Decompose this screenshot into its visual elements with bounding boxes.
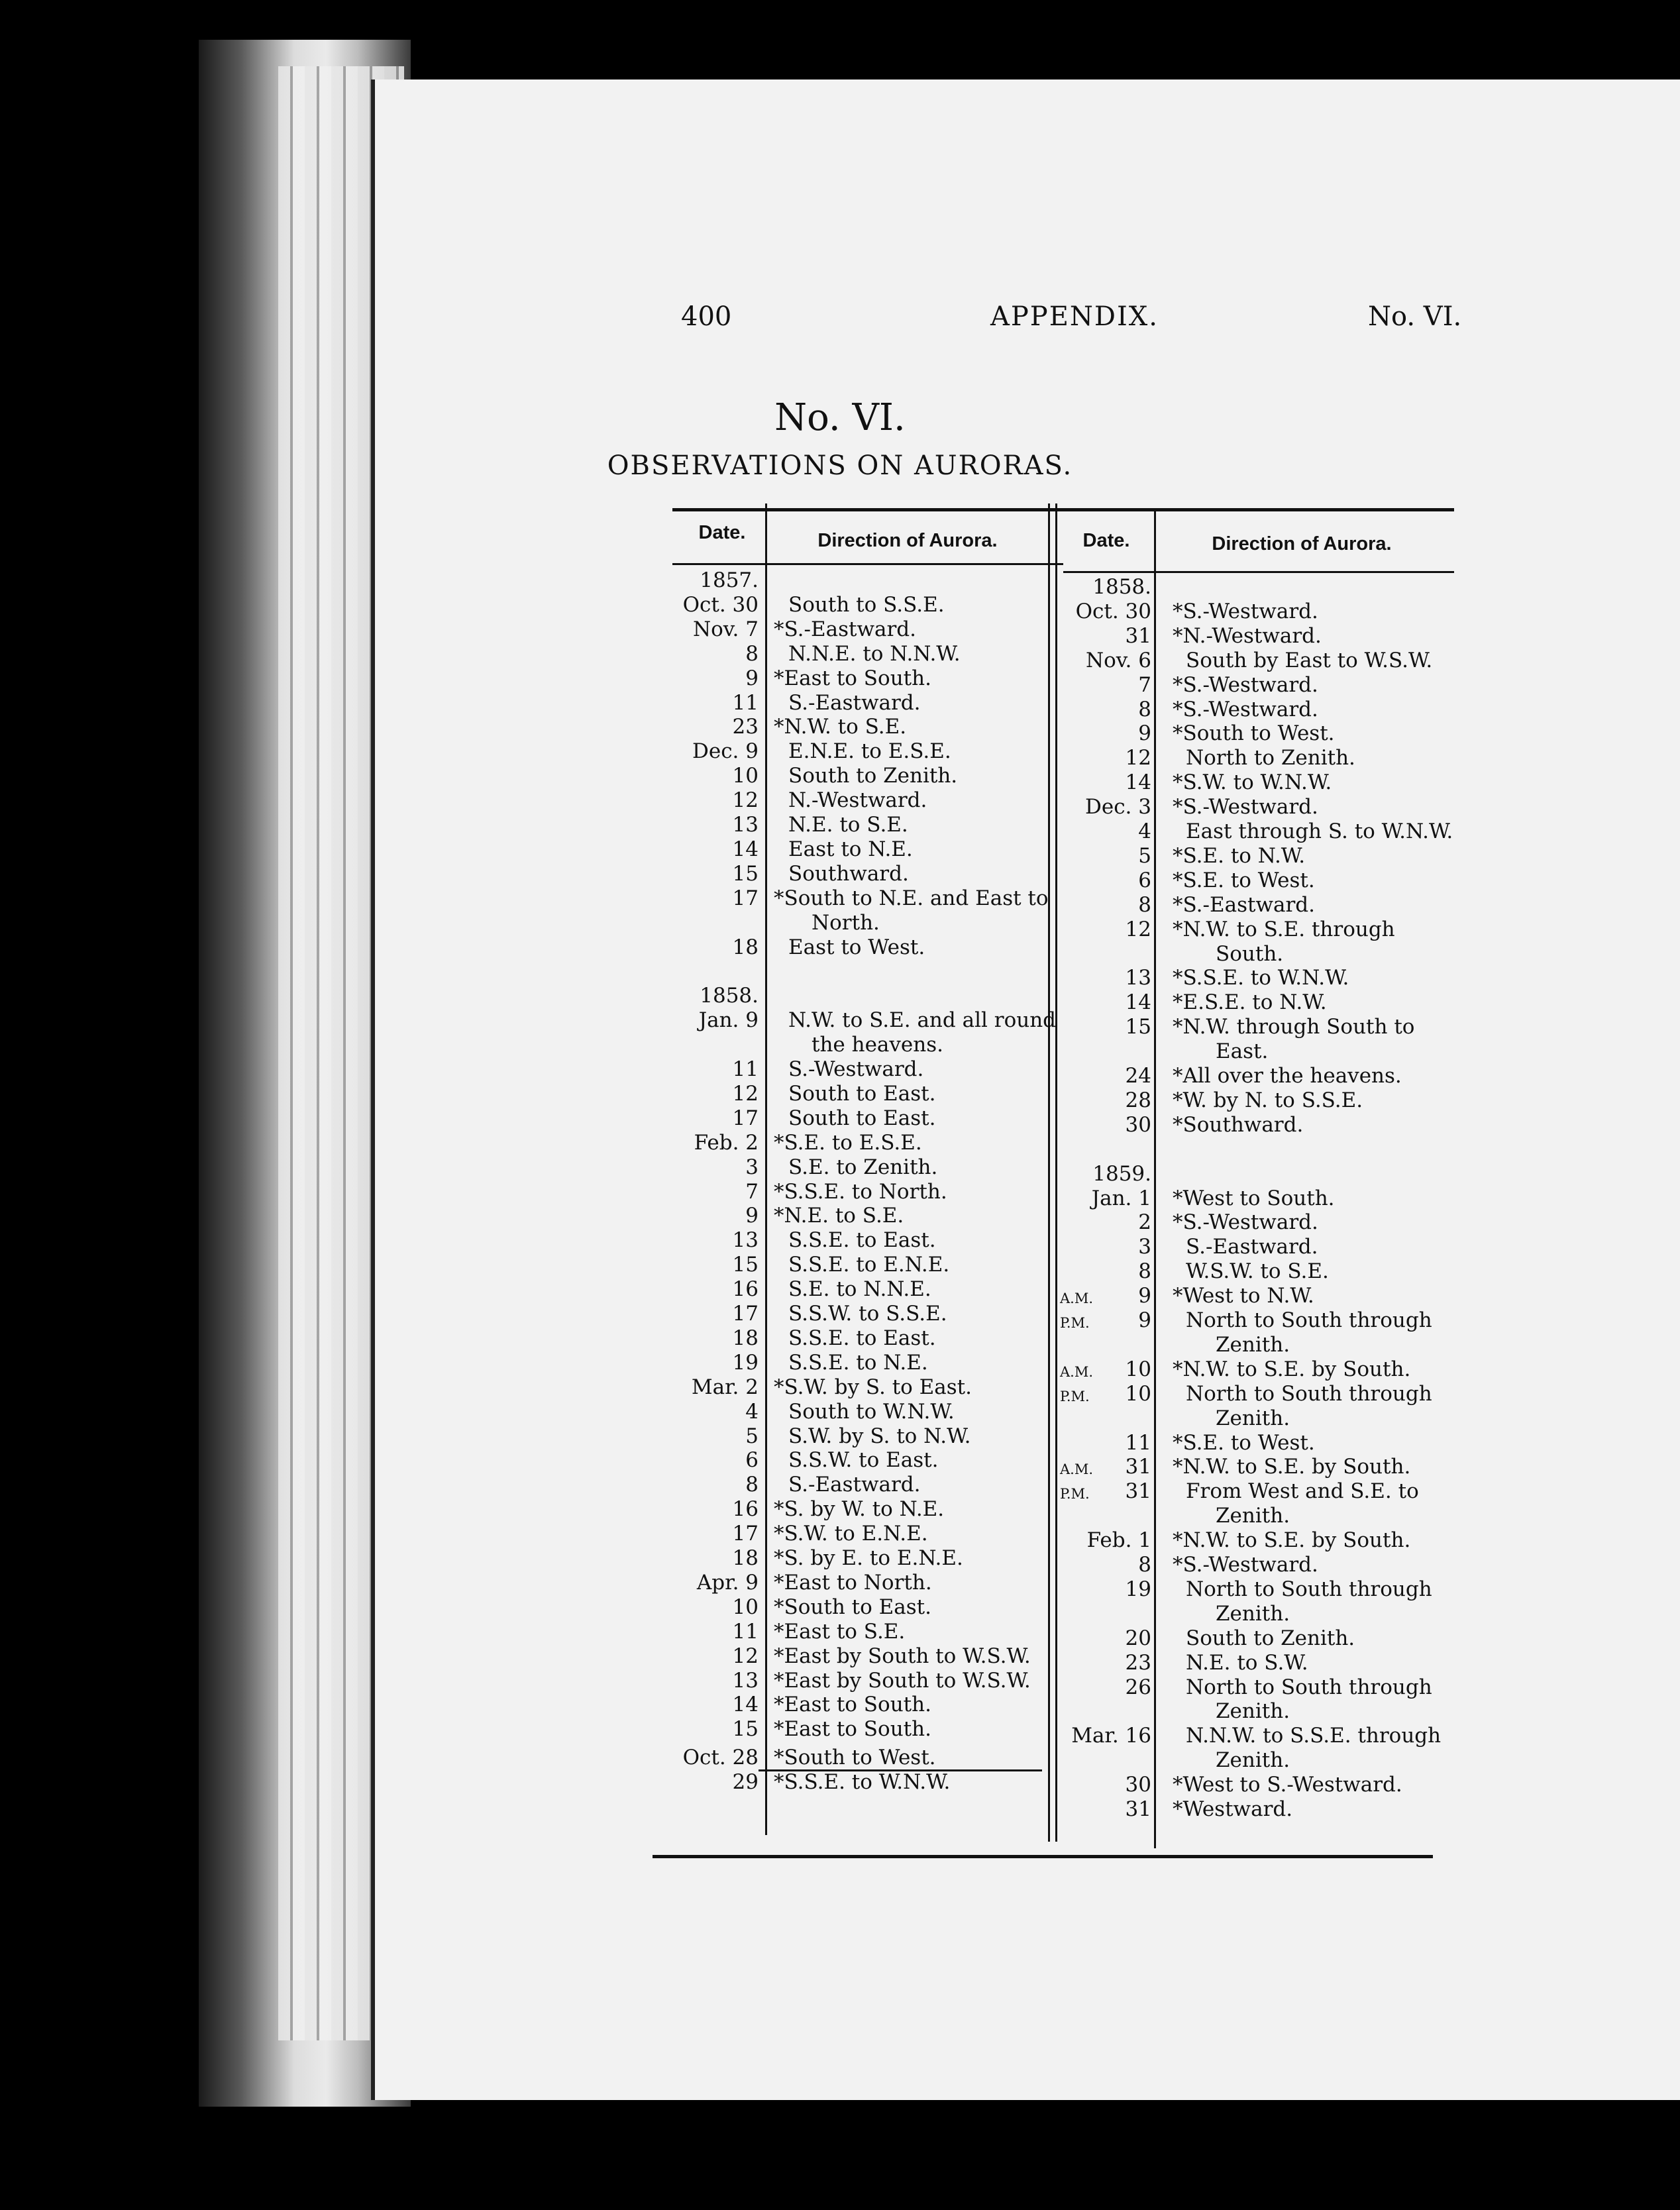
left-date-cell: Nov. 7: [692, 617, 759, 641]
left-direction-cell: S.S.W. to East.: [788, 1448, 939, 1473]
left-date-cell: 10: [732, 764, 759, 788]
left-date-cell: 15: [732, 1253, 759, 1277]
left-direction-cell: *East to South.: [774, 666, 931, 690]
right-direction-cell: Zenith.: [1216, 1406, 1290, 1430]
left-date-cell: 12: [732, 1081, 759, 1106]
left-date-cell: 1857.: [700, 568, 759, 592]
left-direction-cell: South to East.: [788, 1106, 936, 1130]
right-date-cell: 9: [1138, 721, 1151, 746]
left-direction-cell: *South to N.E. and East to: [774, 886, 1049, 910]
right-direction-cell: *N.W. to S.E. by South.: [1173, 1357, 1411, 1381]
left-direction-cell: South to W.N.W.: [788, 1399, 955, 1424]
right-direction-cell: From West and S.E. to: [1186, 1479, 1419, 1504]
right-direction-cell: South to Zenith.: [1186, 1626, 1355, 1650]
column-divider-2a: [1048, 503, 1050, 1842]
header-direction-left: Direction of Aurora.: [817, 530, 998, 551]
running-title: APPENDIX.: [990, 301, 1159, 332]
left-date-cell: 12: [732, 1644, 759, 1668]
right-date-cell: 31: [1125, 1797, 1151, 1821]
right-direction-cell: North to Zenith.: [1186, 746, 1355, 770]
right-date-cell: 6: [1138, 868, 1151, 892]
right-date-cell: 8: [1138, 1259, 1151, 1284]
right-direction-cell: *S.E. to West.: [1173, 1430, 1315, 1455]
right-date-cell: 9: [1138, 1284, 1151, 1308]
left-date-cell: 17: [732, 886, 759, 910]
left-date-cell: 17: [732, 1302, 759, 1326]
column-divider-2b: [1055, 503, 1057, 1842]
left-date-cell: 6: [745, 1448, 759, 1473]
left-date-cell: 13: [732, 813, 759, 837]
left-date-cell: 15: [732, 861, 759, 886]
left-date-cell: 12: [732, 788, 759, 813]
left-direction-cell: *S.W. by S. to East.: [774, 1375, 972, 1399]
right-date-cell: 11: [1125, 1430, 1151, 1455]
right-date-cell: 12: [1125, 917, 1151, 941]
right-direction-cell: East.: [1216, 1039, 1269, 1064]
left-date-cell: 3: [745, 1155, 759, 1179]
left-direction-cell: *S.W. to E.N.E.: [774, 1522, 928, 1546]
left-direction-cell: N.E. to S.E.: [788, 813, 908, 837]
left-direction-cell: N.N.E. to N.N.W.: [788, 641, 961, 666]
right-date-cell: 1858.: [1092, 575, 1151, 599]
left-date-cell: 13: [732, 1668, 759, 1693]
column-divider-1: [765, 503, 767, 1835]
left-date-cell: 18: [732, 1326, 759, 1350]
right-direction-cell: S.-Eastward.: [1186, 1235, 1318, 1259]
left-direction-cell: S.S.E. to N.E.: [788, 1350, 928, 1375]
right-date-cell: 8: [1138, 697, 1151, 721]
left-date-cell: 18: [732, 935, 759, 959]
right-date-cell: 5: [1138, 843, 1151, 868]
left-direction-cell: *East to South.: [774, 1717, 931, 1742]
right-direction-cell: North to South through: [1186, 1381, 1432, 1406]
left-date-cell: 18: [732, 1546, 759, 1570]
section-number: No. VI.: [1368, 301, 1462, 332]
left-direction-cell: *East by South to W.S.W.: [774, 1644, 1031, 1668]
left-direction-cell: North.: [812, 910, 880, 935]
left-direction-cell: South to Zenith.: [788, 764, 958, 788]
right-direction-cell: *W. by N. to S.S.E.: [1173, 1088, 1363, 1112]
left-direction-cell: N.-Westward.: [788, 788, 927, 813]
left-direction-cell: *S.E. to E.S.E.: [774, 1130, 922, 1155]
left-date-cell: 9: [745, 1204, 759, 1228]
right-direction-cell: *N.-Westward.: [1173, 623, 1322, 648]
right-direction-cell: South.: [1216, 941, 1284, 966]
header-direction-right: Direction of Aurora.: [1212, 533, 1392, 554]
right-direction-cell: *West to South.: [1173, 1186, 1335, 1210]
left-direction-cell: *S. by E. to E.N.E.: [774, 1546, 963, 1570]
right-date-cell: 31: [1125, 1455, 1151, 1479]
right-direction-cell: *West to N.W.: [1173, 1284, 1314, 1308]
left-date-cell: 9: [745, 666, 759, 690]
right-direction-cell: *South to West.: [1173, 721, 1335, 746]
left-direction-cell: S.S.W. to S.S.E.: [788, 1302, 947, 1326]
header-date-right: Date.: [1082, 530, 1130, 551]
right-direction-cell: *Westward.: [1173, 1797, 1293, 1821]
right-date-cell: 1859.: [1092, 1161, 1151, 1186]
left-direction-cell: *South to East.: [774, 1595, 931, 1619]
table-bottom-rule: [653, 1855, 1433, 1858]
header-rule-left: [672, 563, 1063, 565]
right-date-cell: 15: [1125, 1015, 1151, 1039]
right-direction-cell: *S.-Eastward.: [1173, 892, 1315, 917]
left-date-cell: 8: [745, 1473, 759, 1497]
left-date-cell: 17: [732, 1106, 759, 1130]
right-direction-cell: *S.S.E. to W.N.W.: [1173, 966, 1349, 990]
page-number: 400: [681, 301, 732, 332]
left-date-cell: 13: [732, 1228, 759, 1253]
left-date-cell: 19: [732, 1350, 759, 1375]
right-date-cell: 7: [1138, 672, 1151, 697]
right-time-prefix: A.M.: [1060, 1461, 1094, 1478]
right-direction-cell: *S.E. to N.W.: [1173, 843, 1306, 868]
left-date-cell: Mar. 2: [691, 1375, 759, 1399]
left-direction-cell: N.W. to S.E. and all round: [788, 1008, 1057, 1033]
right-date-cell: Jan. 1: [1091, 1186, 1151, 1210]
left-direction-cell: *East to North.: [774, 1570, 932, 1595]
right-date-cell: 30: [1125, 1773, 1151, 1797]
right-direction-cell: North to South through: [1186, 1675, 1432, 1699]
left-direction-cell: S.-Westward.: [788, 1057, 924, 1081]
right-direction-cell: *N.W. to S.E. by South.: [1173, 1528, 1411, 1553]
right-direction-cell: *S.-Westward.: [1173, 1210, 1318, 1235]
right-direction-cell: *Southward.: [1173, 1112, 1304, 1137]
left-date-cell: 17: [732, 1522, 759, 1546]
right-date-cell: 14: [1125, 770, 1151, 795]
right-direction-cell: W.S.W. to S.E.: [1186, 1259, 1329, 1284]
left-direction-cell: *South to West.: [774, 1746, 936, 1770]
right-direction-cell: *S.-Westward.: [1173, 1553, 1318, 1577]
left-direction-cell: South to East.: [788, 1081, 936, 1106]
left-date-cell: Oct. 30: [682, 592, 759, 617]
left-date-cell: 11: [732, 1057, 759, 1081]
left-direction-cell: Southward.: [788, 861, 909, 886]
table-top-rule: [672, 508, 1454, 511]
right-date-cell: 8: [1138, 892, 1151, 917]
left-direction-cell: *S.-Eastward.: [774, 617, 916, 641]
right-date-cell: 10: [1125, 1381, 1151, 1406]
right-direction-cell: Zenith.: [1216, 1504, 1290, 1528]
left-date-cell: 10: [732, 1595, 759, 1619]
right-date-cell: Oct. 30: [1075, 599, 1151, 623]
right-date-cell: 31: [1125, 623, 1151, 648]
right-date-cell: 19: [1125, 1577, 1151, 1601]
right-direction-cell: *N.W. to S.E. by South.: [1173, 1455, 1411, 1479]
left-date-cell: Dec. 9: [692, 739, 759, 764]
left-direction-cell: the heavens.: [812, 1033, 944, 1057]
left-direction-cell: S.S.E. to East.: [788, 1228, 936, 1253]
right-date-cell: Dec. 3: [1085, 795, 1151, 819]
right-direction-cell: *S.-Westward.: [1173, 795, 1318, 819]
right-time-prefix: P.M.: [1060, 1388, 1090, 1404]
left-direction-cell: S.E. to N.N.E.: [788, 1277, 931, 1302]
left-direction-cell: S.-Eastward.: [788, 1473, 921, 1497]
right-date-cell: 8: [1138, 1553, 1151, 1577]
left-direction-cell: *East to S.E.: [774, 1619, 906, 1644]
left-date-cell: 4: [745, 1399, 759, 1424]
right-direction-cell: *S.-Westward.: [1173, 697, 1318, 721]
left-direction-cell: S.E. to Zenith.: [788, 1155, 938, 1179]
right-direction-cell: *E.S.E. to N.W.: [1173, 990, 1327, 1015]
right-direction-cell: *N.W. through South to: [1173, 1015, 1415, 1039]
left-direction-cell: East to West.: [788, 935, 925, 959]
left-direction-cell: South to S.S.E.: [788, 592, 945, 617]
left-direction-cell: S.S.E. to East.: [788, 1326, 936, 1350]
right-date-cell: 31: [1125, 1479, 1151, 1504]
left-direction-cell: *East to South.: [774, 1693, 931, 1717]
right-time-prefix: P.M.: [1060, 1315, 1090, 1331]
left-direction-cell: *N.W. to S.E.: [774, 715, 907, 739]
left-direction-cell: *N.E. to S.E.: [774, 1204, 904, 1228]
right-time-prefix: A.M.: [1060, 1290, 1094, 1307]
right-date-cell: Feb. 1: [1086, 1528, 1151, 1553]
right-date-cell: 20: [1125, 1626, 1151, 1650]
right-direction-cell: N.N.W. to S.S.E. through: [1186, 1724, 1442, 1748]
right-date-cell: 30: [1125, 1112, 1151, 1137]
right-time-prefix: A.M.: [1060, 1363, 1094, 1380]
right-date-cell: 12: [1125, 746, 1151, 770]
right-date-cell: 9: [1138, 1308, 1151, 1332]
right-date-cell: 2: [1138, 1210, 1151, 1235]
left-direction-cell: S.W. by S. to N.W.: [788, 1424, 971, 1448]
right-direction-cell: *All over the heavens.: [1173, 1064, 1402, 1088]
header-rule-right: [1063, 571, 1454, 573]
left-direction-cell: S.-Eastward.: [788, 690, 921, 715]
left-date-cell: 8: [745, 641, 759, 666]
right-date-cell: Nov. 6: [1085, 648, 1151, 672]
right-date-cell: 26: [1125, 1675, 1151, 1699]
left-date-cell: 14: [732, 837, 759, 861]
left-date-cell: Apr. 9: [696, 1570, 759, 1595]
page-title: No. VI.: [774, 396, 906, 439]
left-date-cell: 29: [732, 1770, 759, 1795]
left-date-cell: 15: [732, 1717, 759, 1742]
right-direction-cell: *S.E. to West.: [1173, 868, 1315, 892]
right-direction-cell: *N.W. to S.E. through: [1173, 917, 1395, 941]
left-direction-cell: *S.S.E. to W.N.W.: [774, 1770, 951, 1795]
left-date-cell: 23: [732, 715, 759, 739]
right-date-cell: 3: [1138, 1235, 1151, 1259]
page: [371, 79, 1680, 2100]
header-date-left: Date.: [698, 522, 746, 543]
right-direction-cell: North to South through: [1186, 1577, 1432, 1601]
right-direction-cell: Zenith.: [1216, 1332, 1290, 1357]
right-date-cell: 14: [1125, 990, 1151, 1015]
right-direction-cell: *S.-Westward.: [1173, 599, 1318, 623]
right-direction-cell: East through S. to W.N.W.: [1186, 819, 1453, 843]
left-date-cell: 14: [732, 1693, 759, 1717]
left-direction-cell: *S.S.E. to North.: [774, 1179, 947, 1204]
right-date-cell: 4: [1138, 819, 1151, 843]
left-date-cell: 7: [745, 1179, 759, 1204]
left-date-cell: Feb. 2: [694, 1130, 759, 1155]
right-direction-cell: *S.W. to W.N.W.: [1173, 770, 1332, 795]
left-date-cell: Jan. 9: [698, 1008, 759, 1033]
right-direction-cell: Zenith.: [1216, 1601, 1290, 1626]
left-direction-cell: East to N.E.: [788, 837, 913, 861]
left-date-cell: 11: [732, 690, 759, 715]
left-direction-cell: S.S.E. to E.N.E.: [788, 1253, 950, 1277]
right-direction-cell: N.E. to S.W.: [1186, 1650, 1308, 1675]
left-date-cell: 11: [732, 1619, 759, 1644]
right-direction-cell: Zenith.: [1216, 1699, 1290, 1724]
left-date-cell: 16: [732, 1497, 759, 1522]
right-date-cell: Mar. 16: [1071, 1724, 1151, 1748]
right-date-cell: 24: [1125, 1064, 1151, 1088]
right-direction-cell: *S.-Westward.: [1173, 672, 1318, 697]
right-date-cell: 23: [1125, 1650, 1151, 1675]
right-direction-cell: North to South through: [1186, 1308, 1432, 1332]
left-date-cell: 5: [745, 1424, 759, 1448]
right-direction-cell: South by East to W.S.W.: [1186, 648, 1433, 672]
column-divider-3: [1154, 510, 1156, 1848]
right-direction-cell: *West to S.-Westward.: [1173, 1773, 1402, 1797]
left-direction-cell: E.N.E. to E.S.E.: [788, 739, 951, 764]
left-direction-cell: *S. by W. to N.E.: [774, 1497, 945, 1522]
left-date-cell: 16: [732, 1277, 759, 1302]
right-date-cell: 10: [1125, 1357, 1151, 1381]
left-date-cell: Oct. 28: [682, 1746, 759, 1770]
right-date-cell: 13: [1125, 966, 1151, 990]
right-time-prefix: P.M.: [1060, 1486, 1090, 1502]
left-direction-cell: *East by South to W.S.W.: [774, 1668, 1031, 1693]
left-date-cell: 1858.: [700, 984, 759, 1008]
page-subtitle: OBSERVATIONS ON AURORAS.: [607, 450, 1073, 481]
right-date-cell: 28: [1125, 1088, 1151, 1112]
right-direction-cell: Zenith.: [1216, 1748, 1290, 1773]
